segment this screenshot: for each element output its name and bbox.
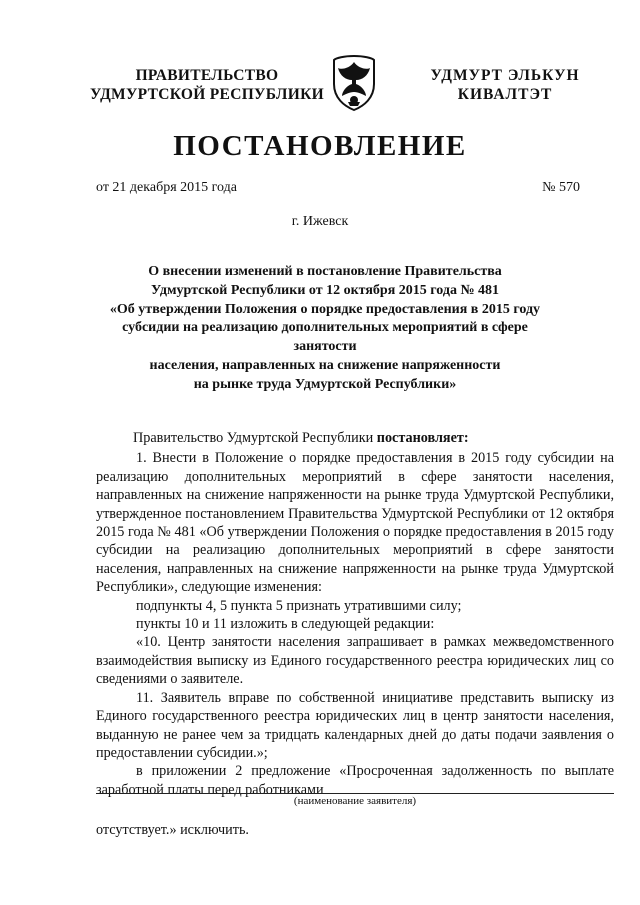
header-left-org [82,66,332,104]
document-body [96,429,614,799]
heading-line: Удмуртской Республики от 12 октября 2015 года № 481 [150,282,500,298]
header-left-line1: ПРАВИТЕЛЬСТВО [135,67,279,84]
body-paragraph-6-text: в приложении 2 предложение «Просроченная задолженность по выплате заработной платы перед работниками [96,763,614,798]
heading-line: О внесении изменений в постановление Правительства [148,264,502,279]
document-title: ПОСТАНОВЛЕНИЕ [173,130,467,162]
body-paragraph-4: «10. Центр занятости населения запрашивает в рамках межведомственного взаимодействия выписку из Единого государственного реестра юридических лиц со сведениями о заявителе. [96,634,614,688]
coat-of-arms-emblem [330,54,378,112]
header-right-org [420,66,590,104]
applicant-name-caption: (наименование заявителя) [293,795,417,807]
body-paragraph-3: пункты 10 и 11 изложить в следующей редакции: [136,616,435,633]
header-right-line1: УДМУРТ ЭЛЬКУН [430,67,580,84]
document-heading [90,263,560,395]
body-paragraph-5: 11. Заявитель вправе по собственной инициативе представить выписку из Единого государственного реестра юридических лиц в центр занятости населения, выданную не ранее чем за тридцать календарных дней до даты подачи заявления о предоставлении субсидии.»; [96,689,614,761]
document-number: № 570 [542,180,580,195]
heading-line: населения, направленных на снижение напряженности [149,357,501,373]
applicant-name-line [96,793,614,794]
heading-line: субсидии на реализацию дополнительных мероприятий в сфере занятости [122,320,528,355]
body-paragraph-1: 1. Внести в Положение о порядке предоставления в 2015 году субсидии на реализацию дополнительных мероприятий в сфере занятости населения, направленных на снижение напряженности на рынке труда Удмуртской Республики, утвержденное постановлением Правительства Удмуртской Республики от 12 октября 2015 года № 481 «Об утверждении Положения о порядке предоставления в 2015 году субсидии на реализацию дополнительных мероприятий в сфере занятости населения, направленных на снижение напряженности на рынке труда Удмуртской Республики», следующие изменения: [96,450,614,596]
blank-fill-line [324,781,494,794]
body-last-line: отсутствует.» исключить. [96,822,249,838]
body-lead-bold: постановляет: [376,430,469,446]
heading-line: «Об утверждении Положения о порядке предоставления в 2015 году [109,301,541,317]
header-right-line2: КИВАЛТЭТ [457,86,553,103]
body-lead-text: Правительство Удмуртской Республики [133,430,377,446]
document-city: г. Ижевск [291,214,349,229]
header-left-line2: УДМУРТСКОЙ РЕСПУБЛИКИ [89,86,324,103]
body-lead [96,429,614,447]
heading-line: на рынке труда Удмуртской Республики» [193,376,457,392]
body-paragraph-2: подпункты 4, 5 пункта 5 признать утратившими силу; [136,597,462,614]
emblem-icon [330,54,378,112]
document-date: от 21 декабря 2015 года [96,180,237,195]
